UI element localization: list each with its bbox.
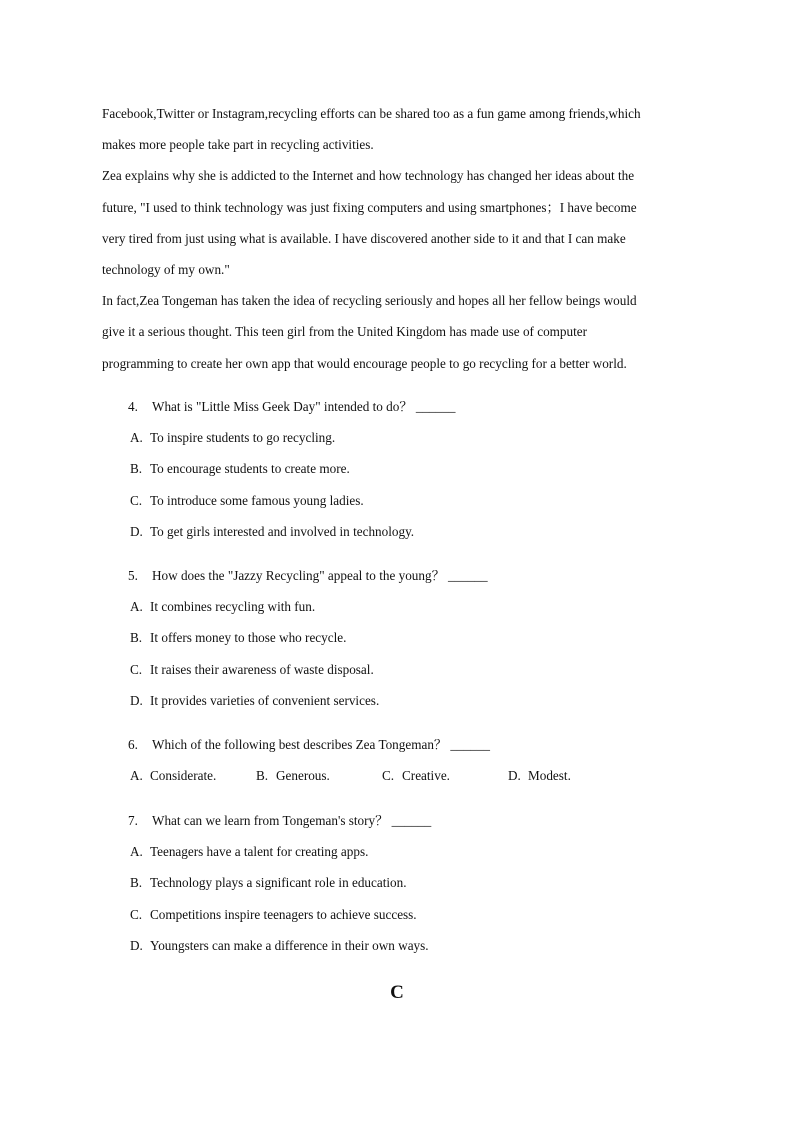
question-text: How does the "Jazzy Recycling" appeal to the young？ ______ [152,568,488,583]
question-number: 7. [128,813,138,828]
option-text: To inspire students to go recycling. [150,430,336,445]
question-5 [128,560,688,716]
option-text: Considerate. [150,768,217,783]
option-text: It combines recycling with fun. [150,599,316,614]
option-letter: B. [256,768,269,783]
option-letter: C. [130,661,143,677]
passage-line: very tired from just using what is available. I have discovered another side to it and that I can make [102,230,626,246]
option-text: To get girls interested and involved in technology. [150,523,415,539]
option-letter: D. [508,768,521,783]
question-number: 4. [128,399,138,414]
passage-line: Zea explains why she is addicted to the Internet and how technology has changed her ideas about the [102,168,635,184]
section-heading: C [390,982,404,1003]
passage-text [102,98,702,379]
option-d [128,930,688,961]
question-6 [128,729,688,791]
passage-line: In fact,Zea Tongeman has taken the idea of recycling seriously and hopes all her fellow beings would [102,293,637,309]
option-a [128,760,216,791]
passage-line: technology of my own." [102,261,230,277]
option-c [380,760,450,791]
option-letter: C. [130,906,143,922]
option-c [128,654,688,685]
option-text: Technology plays a significant role in education. [150,875,407,891]
option-text: Generous. [276,768,330,783]
question-7 [128,805,688,961]
question-stem [128,729,688,760]
passage-line: programming to create her own app that would encourage people to go recycling for a better world. [102,355,627,371]
option-letter: A. [130,844,143,859]
option-letter: D. [130,937,143,953]
option-text: Modest. [528,768,571,783]
option-letter: C. [130,492,143,508]
question-stem [128,560,688,591]
option-letter: C. [382,768,395,783]
question-stem [128,391,688,422]
option-letter: B. [130,875,143,891]
passage-line: Facebook,Twitter or Instagram,recycling efforts can be shared too as a fun game among friends,which [102,106,641,121]
question-text: What can we learn from Tongeman's story？ ______ [152,813,432,828]
option-text: It provides varieties of convenient services. [150,692,380,708]
option-text: Teenagers have a talent for creating apps. [150,844,369,859]
question-text: Which of the following best describes Zea Tongeman？ ______ [152,737,490,752]
option-letter: D. [130,523,143,539]
option-c [128,485,688,516]
option-c [128,899,688,930]
option-letter: A. [130,430,143,445]
question-text: What is "Little Miss Geek Day" intended to do？ ______ [152,399,456,414]
option-a [128,591,688,622]
question-4 [128,391,688,547]
option-b [128,622,688,653]
option-text: Competitions inspire teenagers to achieve success. [150,906,417,922]
option-a [128,836,688,867]
option-d [506,760,571,791]
option-text: Creative. [402,768,450,783]
option-text: To encourage students to create more. [150,461,350,477]
passage-line: makes more people take part in recycling activities. [102,137,374,153]
option-b [128,867,688,898]
option-d [128,516,688,547]
option-a [128,422,688,453]
option-letter: D. [130,692,143,708]
option-b [254,760,330,791]
option-text: It raises their awareness of waste disposal. [150,661,374,677]
question-number: 6. [128,737,138,752]
option-text: It offers money to those who recycle. [150,630,347,646]
passage-line: give it a serious thought. This teen girl from the United Kingdom has made use of computer [102,324,588,340]
option-d [128,685,688,716]
option-b [128,453,688,484]
question-number: 5. [128,568,138,583]
question-stem [128,805,688,836]
option-letter: B. [130,630,143,646]
option-text: To introduce some famous young ladies. [150,492,364,508]
option-text: Youngsters can make a difference in their own ways. [150,937,429,953]
option-letter: B. [130,461,143,477]
passage-line: future, "I used to think technology was just fixing computers and using smartphones；I have become [102,199,637,215]
option-letter: A. [130,768,143,783]
inline-options [128,760,688,791]
option-letter: A. [130,599,143,614]
